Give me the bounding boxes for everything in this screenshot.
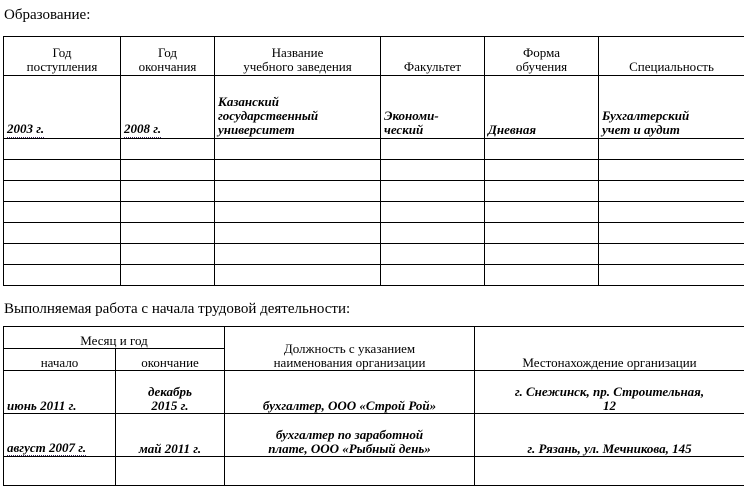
- column-header-line2: обучения: [515, 59, 568, 75]
- empty-education-cell[interactable]: [4, 138, 121, 159]
- column-header-line1: Год: [157, 45, 178, 61]
- empty-education-cell[interactable]: [485, 201, 599, 222]
- empty-education-cell[interactable]: [485, 264, 599, 285]
- empty-education-cell[interactable]: [599, 138, 744, 159]
- column-header-location: [475, 327, 744, 371]
- education-section-heading: Образование:: [4, 7, 91, 23]
- column-header-graduation-year: [121, 36, 215, 75]
- faculty-line1: Экономи-: [384, 108, 439, 124]
- education-table-empty-rows: [4, 138, 744, 285]
- table-row: [4, 159, 744, 180]
- empty-education-cell[interactable]: [4, 243, 121, 264]
- institution-line1: Казанский: [218, 94, 279, 110]
- cell-position[interactable]: [225, 371, 475, 414]
- empty-education-cell[interactable]: [215, 201, 381, 222]
- empty-education-cell[interactable]: [381, 159, 485, 180]
- column-header-end: окончание: [116, 349, 225, 371]
- cell-specialty[interactable]: [599, 75, 744, 138]
- end-date-line2: 2015 г.: [151, 397, 189, 413]
- column-header-specialty: [599, 36, 744, 75]
- institution-line2: государственный: [218, 108, 319, 124]
- cell-faculty[interactable]: [381, 75, 485, 138]
- start-date-value: август 2007 г.: [7, 439, 87, 455]
- column-header-line1: Местонахождение организации: [522, 354, 697, 370]
- cell-end-date[interactable]: [116, 414, 225, 457]
- position-line1: бухгалтер по заработной: [275, 426, 424, 442]
- empty-education-cell[interactable]: [4, 180, 121, 201]
- spacer: [1, 24, 743, 36]
- institution-line3: университет: [218, 122, 295, 138]
- column-header-study-form: [485, 36, 599, 75]
- column-header-institution: [215, 36, 381, 75]
- empty-education-cell[interactable]: [215, 222, 381, 243]
- empty-education-cell[interactable]: [599, 201, 744, 222]
- location-line1: г. Снежинск, пр. Строительная,: [514, 383, 705, 399]
- column-header-line2: поступления: [26, 59, 98, 75]
- cell-end-date[interactable]: [116, 371, 225, 414]
- cell-position[interactable]: [225, 414, 475, 457]
- column-header-line1: Должность с указанием: [283, 340, 416, 356]
- specialty-line2: учет и аудит: [602, 122, 680, 138]
- cell-study-form[interactable]: [485, 75, 599, 138]
- column-header-line2: учебного заведения: [243, 59, 352, 75]
- empty-work-cell[interactable]: [225, 457, 475, 486]
- column-header-start: начало: [4, 349, 116, 371]
- column-header-faculty: [381, 36, 485, 75]
- empty-education-cell[interactable]: [121, 159, 215, 180]
- column-header-line2: окончания: [138, 59, 197, 75]
- empty-education-cell[interactable]: [485, 138, 599, 159]
- empty-education-cell[interactable]: [215, 264, 381, 285]
- location-line2: 12: [603, 397, 616, 413]
- empty-education-cell[interactable]: [215, 243, 381, 264]
- empty-work-cell[interactable]: [116, 457, 225, 486]
- empty-education-cell[interactable]: [599, 222, 744, 243]
- cell-admission-year[interactable]: [4, 75, 121, 138]
- empty-education-cell[interactable]: [485, 159, 599, 180]
- column-header-line1: Форма: [523, 45, 560, 61]
- spacer: [1, 317, 743, 326]
- column-header-month-and-year: Месяц и год: [4, 327, 225, 349]
- location-line2: г. Рязань, ул. Мечникова, 145: [527, 440, 692, 456]
- cell-location[interactable]: [475, 414, 744, 457]
- table-row: [4, 138, 744, 159]
- empty-education-cell[interactable]: [121, 264, 215, 285]
- table-row: [4, 264, 744, 285]
- empty-education-cell[interactable]: [599, 180, 744, 201]
- empty-work-cell[interactable]: [4, 457, 116, 486]
- table-row: [4, 243, 744, 264]
- empty-education-cell[interactable]: [121, 243, 215, 264]
- work-table: [3, 326, 744, 486]
- table-row: [4, 222, 744, 243]
- column-header-position: [225, 327, 475, 371]
- education-table-row: [4, 75, 744, 138]
- empty-education-cell[interactable]: [599, 159, 744, 180]
- empty-education-cell[interactable]: [381, 180, 485, 201]
- empty-education-cell[interactable]: [4, 222, 121, 243]
- column-header-admission-year: [4, 36, 121, 75]
- position-line2: бухгалтер, ООО «Строй Рой»: [262, 397, 437, 413]
- empty-education-cell[interactable]: [599, 264, 744, 285]
- empty-education-cell[interactable]: [4, 201, 121, 222]
- empty-education-cell[interactable]: [4, 159, 121, 180]
- faculty-line2: ческий: [384, 122, 424, 138]
- column-header-line1: Специальность: [629, 59, 714, 75]
- empty-education-cell[interactable]: [381, 201, 485, 222]
- position-line2: плате, ООО «Рыбный день»: [268, 440, 431, 456]
- education-table-header-row: [4, 36, 744, 75]
- work-section-heading: Выполняемая работа с начала трудовой деятельности:: [4, 300, 351, 317]
- end-date-line1: декабрь: [148, 383, 192, 399]
- graduation-year-value: 2008 г.: [124, 121, 162, 137]
- empty-education-cell[interactable]: [215, 138, 381, 159]
- column-header-line2: наименования организации: [273, 354, 426, 370]
- empty-education-cell[interactable]: [485, 180, 599, 201]
- column-header-line1: Название: [271, 45, 324, 61]
- empty-education-cell[interactable]: [121, 138, 215, 159]
- empty-education-cell[interactable]: [4, 264, 121, 285]
- table-row: [4, 201, 744, 222]
- cell-start-date[interactable]: [4, 371, 116, 414]
- specialty-line1: Бухгалтерский: [602, 108, 690, 124]
- table-row: [4, 457, 744, 486]
- empty-education-cell[interactable]: [381, 138, 485, 159]
- work-table-header-row-top: [4, 327, 744, 349]
- empty-education-cell[interactable]: [381, 243, 485, 264]
- empty-education-cell[interactable]: [381, 222, 485, 243]
- work-table-row: [4, 414, 744, 457]
- work-table-empty-rows: [4, 457, 744, 486]
- study-form-value: Дневная: [488, 122, 537, 138]
- cell-start-date[interactable]: [4, 414, 116, 457]
- empty-education-cell[interactable]: [121, 201, 215, 222]
- empty-education-cell[interactable]: [215, 159, 381, 180]
- cell-institution[interactable]: [215, 75, 381, 138]
- empty-education-cell[interactable]: [121, 222, 215, 243]
- start-date-value: июнь 2011 г.: [7, 397, 77, 413]
- empty-education-cell[interactable]: [215, 180, 381, 201]
- empty-education-cell[interactable]: [485, 243, 599, 264]
- empty-work-cell[interactable]: [475, 457, 744, 486]
- education-table: [3, 36, 744, 286]
- column-header-line1: Год: [52, 45, 72, 61]
- empty-education-cell[interactable]: [599, 243, 744, 264]
- admission-year-value: 2003 г.: [7, 121, 45, 137]
- empty-education-cell[interactable]: [121, 180, 215, 201]
- work-table-row: [4, 371, 744, 414]
- cell-location[interactable]: [475, 371, 744, 414]
- empty-education-cell[interactable]: [485, 222, 599, 243]
- empty-education-cell[interactable]: [381, 264, 485, 285]
- cell-graduation-year[interactable]: [121, 75, 215, 138]
- end-date-line2: май 2011 г.: [138, 440, 202, 456]
- column-header-line1: Факультет: [403, 59, 462, 75]
- table-row: [4, 180, 744, 201]
